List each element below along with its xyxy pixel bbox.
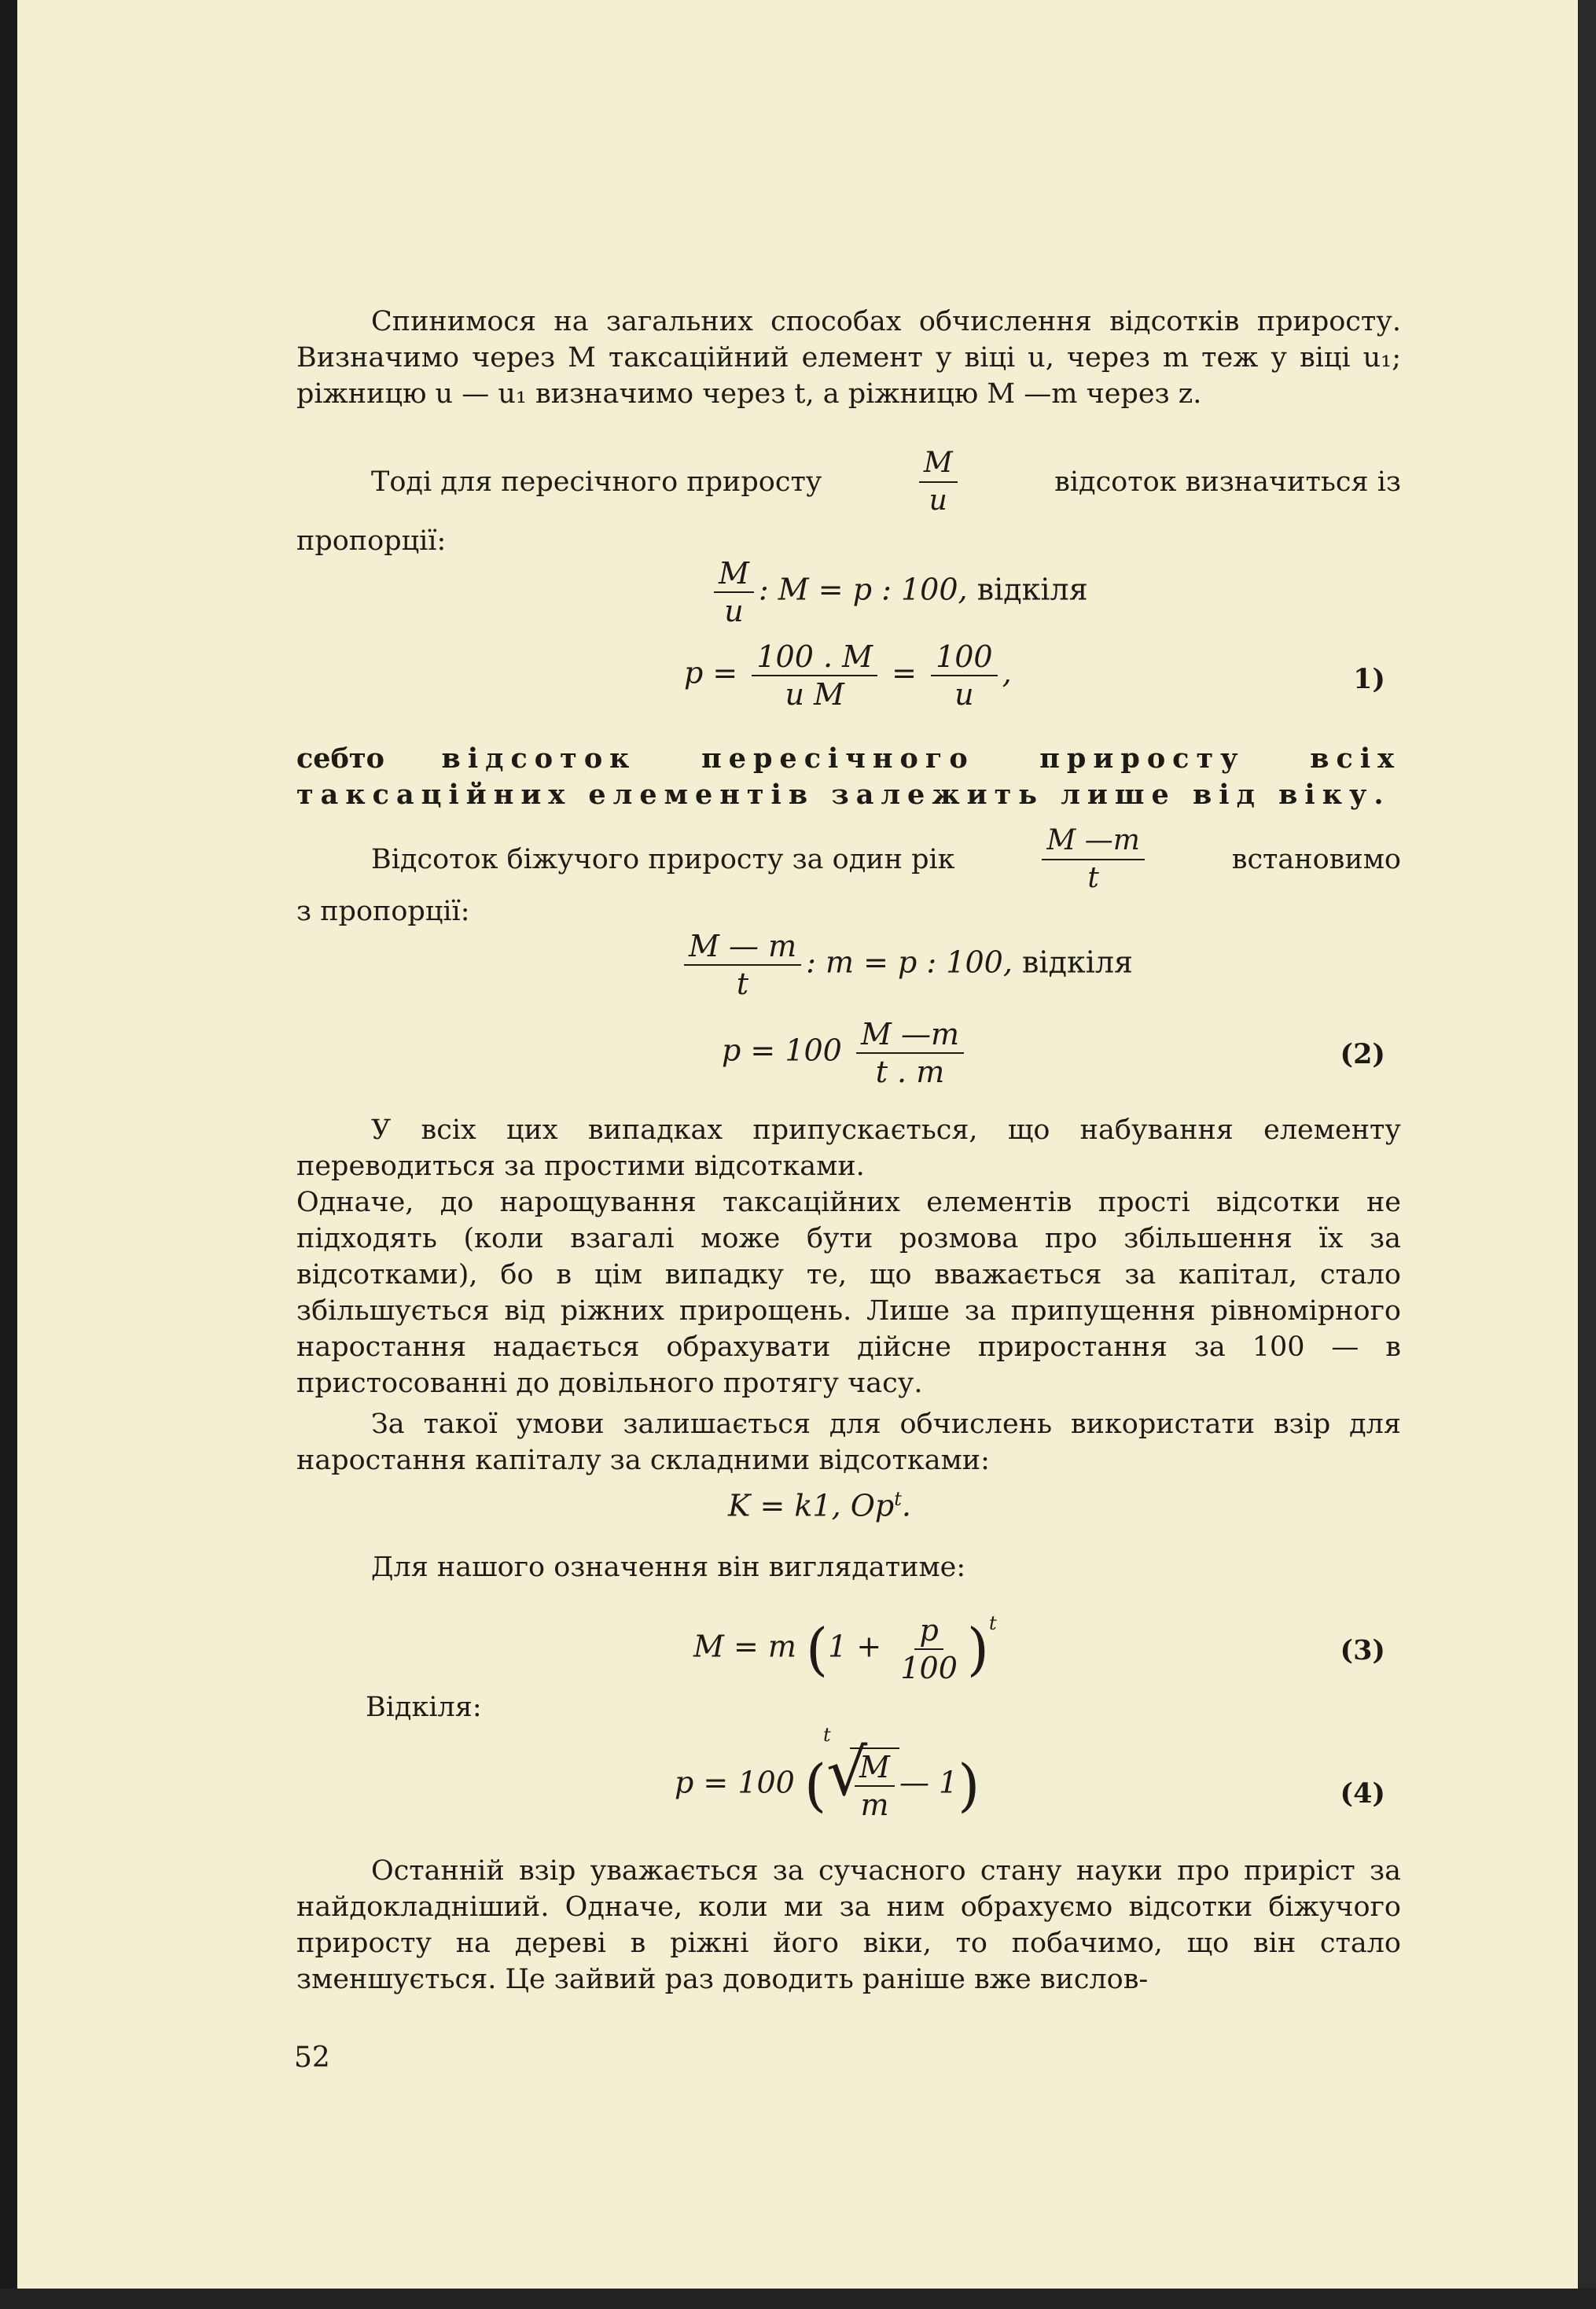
equation-number-2: (2) <box>1340 1038 1385 1070</box>
text-block-middle: У всіх цих випадках припускається, що набування елементу переводиться за простими відсотками. Одначе, до нарощування таксаційних елементів прості відсотки не підходять (коли взагалі може бути розмова про збільшення їх за відсотками), бо в цім випадку те, що вважається за капітал, стало збільшується від ріжних прирощень. Лише за припущення рівномірного наростання надається обрахувати дійсне приростання за 100 — в пристосованні до довільного протягу часу. За такої умови залишається для обчислень використати взір для наростання капіталу за складними відсотками: <box>296 1114 1401 1476</box>
page-edge <box>1579 0 1596 2309</box>
equation-number-4: (4) <box>1340 1777 1385 1810</box>
text-block-statement: себто відсоток пересічного приросту всіх таксаційних елементів залежить лише від віку. <box>296 742 1401 811</box>
equation-number-1: 1) <box>1353 663 1385 695</box>
equation-number-3: (3) <box>1340 1634 1385 1666</box>
text-line-whence: Відкіля: <box>366 1692 482 1723</box>
compound-interest-formula: K = k1, Op$^t$. <box>728 1488 911 1523</box>
mean-increment-fraction: $\frac{M}{u}$ <box>919 445 958 519</box>
equation-1: p = $\frac{100 . M}{\text{u M}}$ = $\frac{100}{u}$ , <box>684 639 1012 712</box>
spaced-statement: відсоток пересічного приросту всіх таксаційних елементів залежить лише від віку. <box>296 742 1401 811</box>
text-line-our-notation: Для нашого означення він виглядатиме: <box>371 1552 966 1583</box>
text-line-proportion-2: з пропорції: <box>296 896 470 927</box>
text-line-current: Відсоток біжучого приросту за один рік $\frac{M —m}{t}$ встановимо <box>296 823 1401 897</box>
book-page <box>17 0 1578 2309</box>
current-increment-fraction: $\frac{M —m}{t}$ <box>1042 823 1144 897</box>
radical: √ t $\frac{M}{m}$ <box>826 1747 899 1823</box>
text-line-proportion-1: пропорції: <box>296 525 447 557</box>
equation-3: M = m (1 + $\frac{p}{100}$ )$^t$ <box>693 1612 997 1685</box>
equation-2: p = 100 $\frac{M —m}{t . m}$ <box>722 1016 969 1090</box>
bottom-edge <box>0 2289 1596 2309</box>
percent-determined-text: відсоток визначиться із <box>1054 466 1401 498</box>
page-number: 52 <box>294 2042 330 2074</box>
proportion-1: $\frac{M}{u}$ : M = p : 100, відкіля <box>709 555 1088 629</box>
equation-4: p = 100 ( √ t $\frac{M}{m}$ — 1) <box>675 1724 980 1822</box>
proportion-2: $\frac{M — m}{t}$ : m = p : 100, відкіля <box>679 928 1133 1002</box>
mean-increment-text: Тоді для пересічного приросту <box>371 466 822 498</box>
paragraph-intro: Спинимося на загальних способах обчислення відсотків приросту. Визначимо через M таксаційний елемент у віці u, через m теж у віці u₁; ріжницю u — u₁ визначимо через t, а ріжницю M —m через z. <box>296 306 1401 410</box>
text-block-intro <box>296 304 1401 412</box>
text-block-final: Останній взір уважається за сучасного стану науки про приріст за найдокладніший. Одначе, коли ми за ним обрахуємо відсотки біжучого приросту на дереві в ріжні його віки, то побачимо, що він стало зменшується. Це зайвий раз доводить раніше вже вислов- <box>296 1855 1401 1995</box>
text-line-mean <box>296 445 1401 519</box>
